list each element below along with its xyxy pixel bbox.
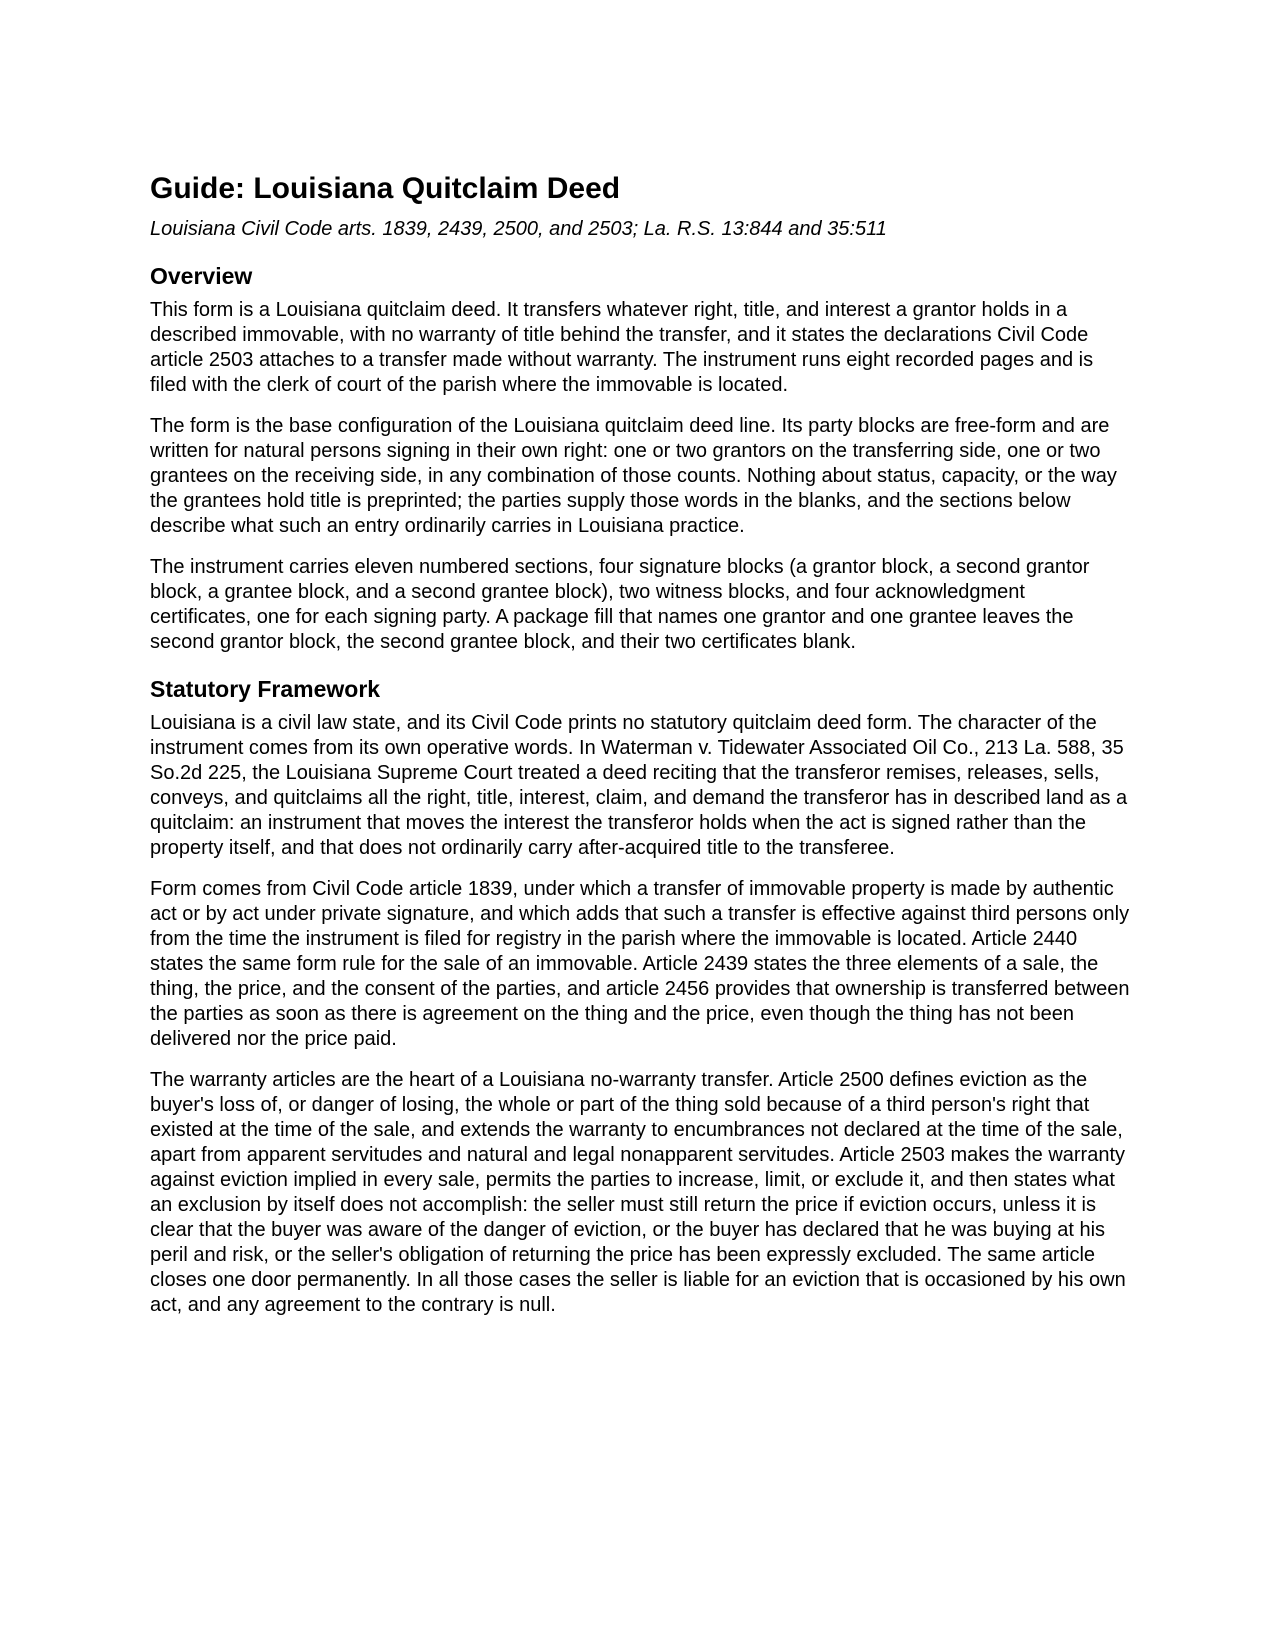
document-page (150, 172, 1130, 1334)
section-heading: Statutory Framework (150, 676, 381, 702)
section-statutory-framework (150, 675, 1130, 1318)
paragraph: The warranty articles are the heart of a Louisiana no-warranty transfer. Article 2500 defines eviction as the buyer's loss of, or danger of losing, the whole or part of the thing sold because of a third person's right that existed at the time of the sale, and extends the warranty to encumbrances not declared at the time of the sale, apart from apparent servitudes and natural and legal nonapparent servitudes. Article 2503 makes the warranty against eviction implied in every sale, permits the parties to increase, limit, or exclude it, and then states what an exclusion by itself does not accomplish: the seller must still return the price if eviction occurs, unless it is clear that the buyer was aware of the danger of eviction, or the buyer has declared that he was buying at his peril and risk, or the seller's obligation of returning the price has been expressly excluded. The same article closes one door permanently. In all those cases the seller is liable for an eviction that is occasioned by his own act, and any agreement to the contrary is null. (150, 1069, 1126, 1316)
document-subtitle: Louisiana Civil Code arts. 1839, 2439, 2500, and 2503; La. R.S. 13:844 and 35:511 (150, 218, 887, 240)
paragraph: This form is a Louisiana quitclaim deed. It transfers whatever right, title, and interest a grantor holds in a described immovable, with no warranty of title behind the transfer, and it states the declarations Civil Code article 2503 attaches to a transfer made without warranty. The instrument runs eight recorded pages and is filed with the clerk of court of the parish where the immovable is located. (150, 299, 1094, 396)
paragraph: The form is the base configuration of the Louisiana quitclaim deed line. Its party blocks are free-form and are written for natural persons signing in their own right: one or two grantors on the transferring side, one or two grantees on the receiving side, in any combination of those counts. Nothing about status, capacity, or the way the grantees hold title is preprinted; the parties supply those words in the blanks, and the sections below describe what such an entry ordinarily carries in Louisiana practice. (150, 415, 1117, 537)
paragraph: Louisiana is a civil law state, and its Civil Code prints no statutory quitclaim deed form. The character of the instrument comes from its own operative words. In Waterman v. Tidewater Associated Oil Co., 213 La. 588, 35 So.2d 225, the Louisiana Supreme Court treated a deed reciting that the transferor remises, releases, sells, conveys, and quitclaims all the right, title, interest, claim, and demand the transferor has in described land as a quitclaim: an instrument that moves the interest the transferor holds when the act is signed rather than the property itself, and that does not ordinarily carry after-acquired title to the transferee. (150, 712, 1128, 859)
document-title: Guide: Louisiana Quitclaim Deed (150, 172, 621, 205)
paragraph: The instrument carries eleven numbered sections, four signature blocks (a grantor block, a second grantor block, a grantee block, and a second grantee block), two witness blocks, and four acknowledgment certificates, one for each signing party. A package fill that names one grantor and one grantee leaves the second grantor block, the second grantee block, and their two certificates blank. (150, 556, 1090, 653)
section-heading: Overview (150, 263, 253, 289)
section-overview (150, 262, 1130, 655)
paragraph: Form comes from Civil Code article 1839, under which a transfer of immovable property is made by authentic act or by act under private signature, and which adds that such a transfer is effective against third persons only from the time the instrument is filed for registry in the parish where the immovable is located. Article 2440 states the same form rule for the sale of an immovable. Article 2439 states the three elements of a sale, the thing, the price, and the consent of the parties, and article 2456 provides that ownership is transferred between the parties as soon as there is agreement on the thing and the price, even though the thing has not been delivered nor the price paid. (150, 878, 1130, 1050)
